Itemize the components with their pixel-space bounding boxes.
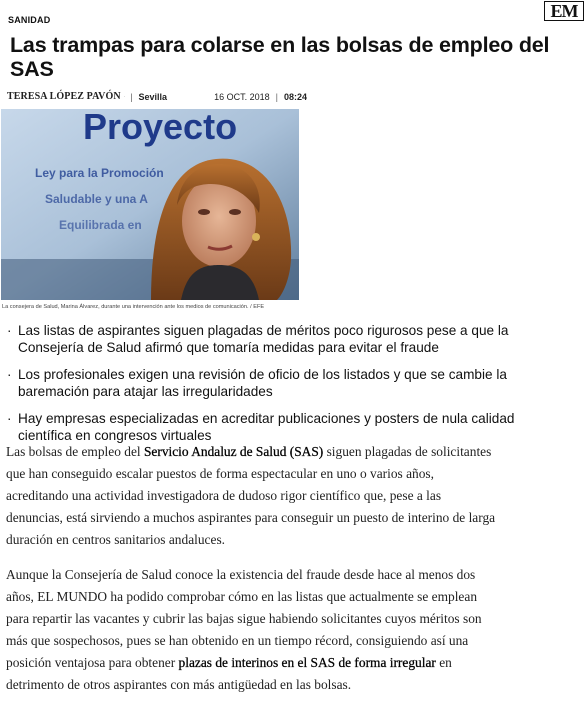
sas-link[interactable]: Servicio Andaluz de Salud (SAS) (143, 444, 324, 459)
publish-time: 08:24 (283, 91, 307, 102)
photo-illustration (1, 109, 299, 300)
byline-divider: | (130, 91, 133, 102)
twitter-icon[interactable] (124, 92, 125, 101)
body-text: siguen plagadas de solicitantes que han conseguido escalar puestos de forma espectacular en uno o varios años, acreditando una actividad investigadora de dudoso rigor científico que, pese a las denuncias, está sirviendo a muchos aspirantes para conseguir un puesto de interino de larga duración en centros sanitarios andaluces. (6, 444, 496, 547)
slide-title: Proyecto (83, 109, 238, 147)
author-name[interactable]: TERESA LÓPEZ PAVÓN (7, 91, 121, 102)
article-headline: Las trampas para colarse en las bolsas de empleo del SAS (10, 33, 550, 81)
bullet-dot: · (7, 411, 12, 426)
bullet-dot: · (7, 367, 12, 382)
summary-bullet-text: Las listas de aspirantes siguen plagadas de méritos poco rigurosos pese a que la Consejería de Salud afirmó que tomaría medidas para evitar el fraude (18, 323, 509, 355)
slide-line: Ley para la Promoción (35, 166, 164, 180)
body-text: en detrimento de otros aspirantes con más antigüedad en las bolsas. (6, 655, 452, 692)
byline-city: Sevilla (138, 91, 168, 102)
body-paragraph (6, 441, 498, 551)
summary-bullet (6, 410, 566, 444)
byline (7, 91, 307, 102)
body-text: Las bolsas de empleo del (6, 444, 144, 459)
body-text: Aunque la Consejería de Salud conoce la existencia del fraude desde hace al menos dos años, EL MUNDO ha podido comprobar cómo en las listas que actualmente se emplean para repartir las vacantes y cubrir las bajas sigue habiendo solicitantes cuyos méritos son más que sospechosos, pues se han obtenido en un tiempo récord, consiguiendo así una posición ventajosa para obtener (6, 567, 482, 670)
body-paragraph (6, 564, 498, 696)
bullet-dot: · (7, 323, 12, 338)
interinos-link[interactable]: plazas de interinos en el SAS de forma irregular (178, 655, 436, 670)
summary-bullet-text: Los profesionales exigen una revisión de oficio de los listados y que se cambie la baremación para atajar las irregularidades (18, 367, 507, 399)
el-mundo-logo[interactable]: EM (544, 1, 584, 21)
summary-bullet (6, 366, 566, 400)
publish-date: 16 OCT. 2018 (214, 91, 270, 102)
summary-bullet-text: Hay empresas especializadas en acreditar publicaciones y posters de nula calidad científica en congresos virtuales (18, 411, 515, 443)
slide-line: Equilibrada en (59, 218, 142, 232)
photo-caption: La consejera de Salud, Marina Álvarez, durante una intervención ante los medios de comunicación. / EFE (2, 304, 265, 310)
article-photo[interactable] (1, 109, 299, 300)
byline-divider: | (275, 91, 278, 102)
summary-bullets (6, 322, 566, 454)
section-label[interactable]: SANIDAD (8, 15, 51, 25)
summary-bullet (6, 322, 566, 356)
article-body (6, 441, 498, 709)
slide-line: Saludable y una A (45, 192, 148, 206)
